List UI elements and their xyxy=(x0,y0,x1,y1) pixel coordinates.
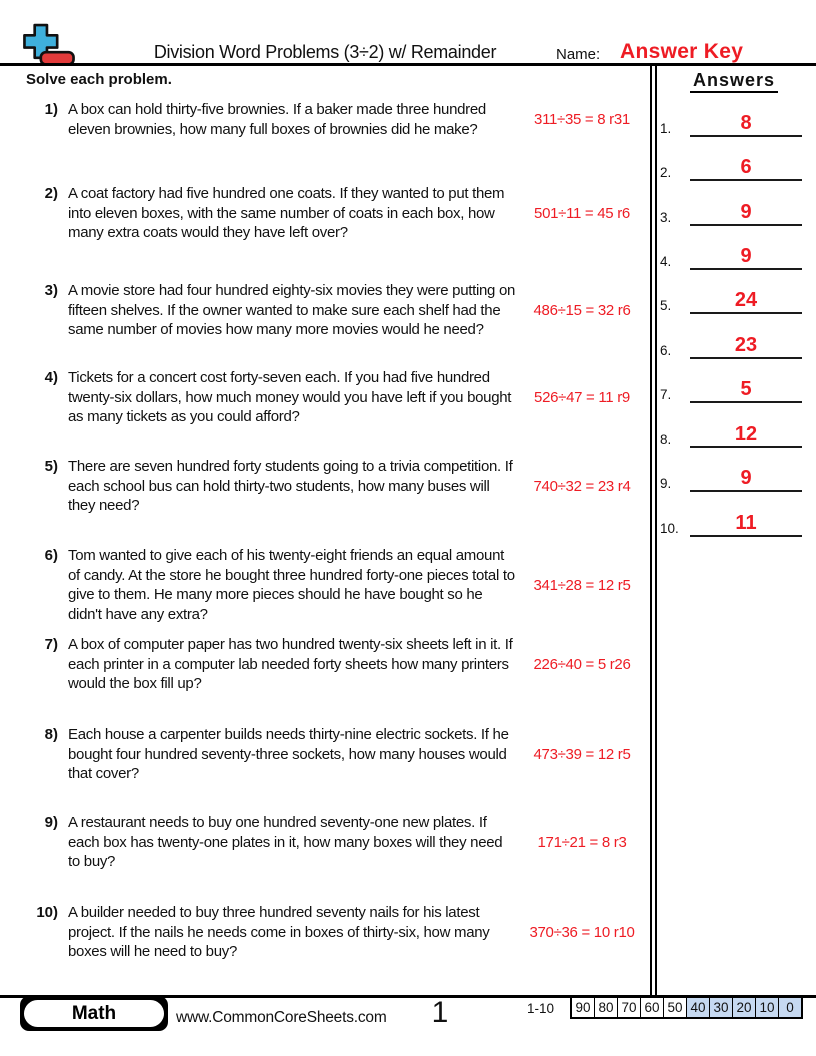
answer-value: 9 xyxy=(740,245,752,267)
problem-number: 6) xyxy=(44,547,58,564)
score-grid xyxy=(570,996,803,1019)
answer-line xyxy=(690,513,802,537)
answer-row xyxy=(660,329,802,359)
problem-text: Each house a carpenter builds needs thirty-nine electric sockets. If he bought four hundred seventy-three sockets, how many houses would that cover? xyxy=(68,726,509,782)
answer-line xyxy=(690,246,802,270)
problem-equation: 341÷28 = 12 r5 xyxy=(533,576,631,594)
header-rule xyxy=(0,63,816,66)
instructions-label: Solve each problem. xyxy=(26,71,172,88)
answer-value: 9 xyxy=(740,467,752,489)
problem-text: A restaurant needs to buy one hundred seventy-one new plates. If each box has twenty-one plates in it, how many boxes will they need to buy? xyxy=(68,814,503,870)
problem-text: A box of computer paper has two hundred twenty-six sheets left in it. If each printer in a computer lab needed forty sheets how many printers would the box fill up? xyxy=(68,636,513,692)
score-cell: 40 xyxy=(686,998,709,1017)
score-cell: 10 xyxy=(755,998,778,1017)
problem-row xyxy=(26,184,648,243)
answer-line xyxy=(690,424,802,448)
answer-number: 4. xyxy=(660,254,672,269)
score-cell: 90 xyxy=(575,1000,591,1015)
problem-number: 4) xyxy=(44,369,58,386)
answer-value: 6 xyxy=(740,156,752,178)
score-cell: 50 xyxy=(663,998,686,1017)
answer-number: 3. xyxy=(660,210,672,225)
problem-equation: 526÷47 = 11 r9 xyxy=(534,388,630,406)
answer-number: 5. xyxy=(660,298,672,313)
page-number: 1 xyxy=(431,996,449,1029)
problem-number: 8) xyxy=(44,726,58,743)
problem-equation: 226÷40 = 5 r26 xyxy=(533,655,631,673)
answer-number: 2. xyxy=(660,165,672,180)
problem-text: Tom wanted to give each of his twenty-eight friends an equal amount of candy. At the store he bought three hundred forty-one pieces total to give to them. He many more pieces should he have bought so he didn't have any extra? xyxy=(68,547,515,623)
answer-number: 7. xyxy=(660,387,672,402)
answer-row xyxy=(660,418,802,448)
answer-line xyxy=(690,335,802,359)
answer-row xyxy=(660,107,802,137)
answers-title: Answers xyxy=(656,70,812,91)
problem-equation: 171÷21 = 8 r3 xyxy=(537,833,627,851)
problem-row xyxy=(26,725,648,784)
problem-equation: 501÷11 = 45 r6 xyxy=(534,204,630,222)
answer-row xyxy=(660,507,802,537)
answer-value: 24 xyxy=(734,289,758,311)
answer-number: 9. xyxy=(660,476,672,491)
answer-value: 8 xyxy=(740,112,752,134)
problem-number: 2) xyxy=(44,185,58,202)
problem-text: Tickets for a concert cost forty-seven each. If you had five hundred twenty-six dollars, how much money would you have left if you bought as many tickets as you could afford? xyxy=(68,369,512,425)
answer-row xyxy=(660,462,802,492)
plus-minus-logo-icon xyxy=(20,22,78,67)
problem-row xyxy=(26,100,648,139)
score-cell: 20 xyxy=(732,998,755,1017)
page-title: Division Word Problems (3÷2) w/ Remainder xyxy=(153,42,497,62)
site-url: www.CommonCoreSheets.com xyxy=(176,1009,387,1026)
answer-line xyxy=(690,379,802,403)
problem-equation: 740÷32 = 23 r4 xyxy=(533,477,631,495)
problem-equation: 486÷15 = 32 r6 xyxy=(533,301,631,319)
answers-column-divider xyxy=(650,63,657,996)
footer-subject-badge xyxy=(20,996,168,1031)
problem-row xyxy=(26,281,648,340)
answer-row xyxy=(660,284,802,314)
problem-row xyxy=(26,903,648,962)
answer-value: 5 xyxy=(740,378,752,400)
score-cell: 0 xyxy=(778,998,801,1017)
problem-equation: 311÷35 = 8 r31 xyxy=(534,111,630,128)
score-cell: 70 xyxy=(617,998,640,1017)
name-value-answer-key: Answer Key xyxy=(620,40,744,63)
answer-line xyxy=(690,113,802,137)
problem-number: 3) xyxy=(44,282,58,299)
problem-row xyxy=(26,368,648,427)
answer-line xyxy=(690,157,802,181)
answer-number: 8. xyxy=(660,432,672,447)
answer-number: 1. xyxy=(660,121,672,136)
name-label: Name: xyxy=(556,46,601,63)
problem-equation: 370÷36 = 10 r10 xyxy=(529,923,635,941)
answer-row xyxy=(660,373,802,403)
problem-equation: 473÷39 = 12 r5 xyxy=(533,745,631,763)
problem-number: 9) xyxy=(44,814,58,831)
subject-label: Math xyxy=(24,1000,164,1027)
answer-row xyxy=(660,240,802,270)
problem-text: A box can hold thirty-five brownies. If a baker made three hundred eleven brownies, how many full boxes of brownies did he make? xyxy=(68,101,486,138)
answer-line xyxy=(690,468,802,492)
problem-row xyxy=(26,457,648,516)
answer-value: 11 xyxy=(735,512,757,534)
answer-row xyxy=(660,151,802,181)
problem-text: A coat factory had five hundred one coats. If they wanted to put them into eleven boxes, with the same number of coats in each box, how many extra coats would they have left over? xyxy=(68,185,505,241)
problem-text: A builder needed to buy three hundred seventy nails for his latest project. If the nails he needs come in boxes of thirty-six, how many boxes will he need to buy? xyxy=(68,904,490,960)
score-cell: 30 xyxy=(709,998,732,1017)
answer-number: 6. xyxy=(660,343,672,358)
problem-number: 10) xyxy=(36,904,58,921)
answer-value: 12 xyxy=(734,423,758,445)
answer-number: 10. xyxy=(660,521,679,536)
problem-number: 7) xyxy=(44,636,58,653)
problem-number: 5) xyxy=(44,458,58,475)
problem-text: A movie store had four hundred eighty-six movies they were putting on fifteen shelves. If the owner wanted to make sure each shelf had the same number of movies how many more movies would he need? xyxy=(68,282,516,338)
problem-row xyxy=(26,546,648,624)
answer-line xyxy=(690,290,802,314)
answer-row xyxy=(660,196,802,226)
score-cell: 80 xyxy=(594,998,617,1017)
answer-value: 9 xyxy=(740,201,752,223)
problem-number: 1) xyxy=(44,101,58,118)
score-range-label: 1-10 xyxy=(527,1001,555,1016)
problem-text: There are seven hundred forty students going to a trivia competition. If each school bus can hold thirty-two students, how many buses will they need? xyxy=(68,458,513,514)
problem-row xyxy=(26,813,648,872)
score-cell: 60 xyxy=(640,998,663,1017)
problem-row xyxy=(26,635,648,694)
answer-value: 23 xyxy=(734,334,758,356)
answer-line xyxy=(690,202,802,226)
